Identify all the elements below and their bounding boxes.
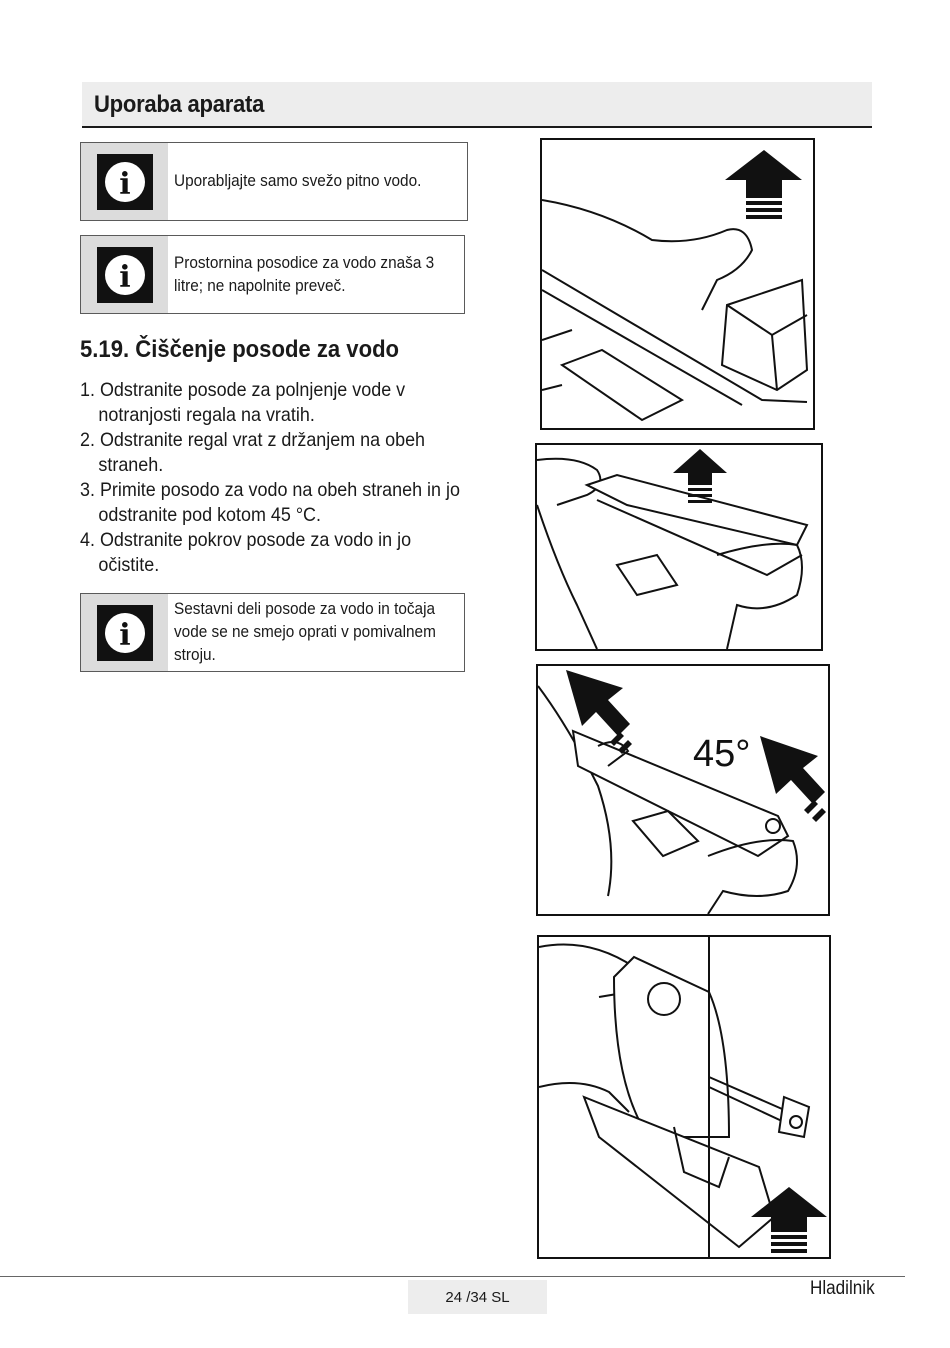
angle-label: 45°: [693, 733, 751, 775]
page-title: Uporaba aparata: [94, 91, 265, 118]
figure-remove-tank-45: [536, 664, 830, 916]
up-arrow-icon: [725, 150, 802, 219]
svg-text:i: i: [118, 259, 131, 295]
header-bar: [82, 82, 872, 128]
info-note-2: [80, 235, 465, 314]
step-item: 2. Odstranite regal vrat z držanjem na obeh straneh.: [80, 429, 426, 476]
info-icon: [97, 605, 153, 661]
step-item: 4. Odstranite pokrov posode za vodo in jo očistite.: [80, 529, 412, 576]
info-note-text: Sestavni deli posode za vodo in točaja vode se ne smejo oprati v pomivalnem stroju.: [174, 600, 436, 664]
section-heading: 5.19. Čiščenje posode za vodo: [80, 336, 400, 363]
footer-label: Hladilnik: [810, 1278, 875, 1299]
steps-list: [80, 378, 466, 578]
step-item: 3. Primite posodo za vodo na obeh straneh in jo odstranite pod kotom 45 °C.: [80, 479, 460, 526]
figure-remove-tank-lid: [537, 935, 831, 1259]
footer-divider: [0, 1276, 905, 1277]
step-item: 1. Odstranite posode za polnjenje vode v notranjosti regala na vratih.: [80, 379, 406, 426]
info-icon: [97, 154, 153, 210]
info-note-text: Prostornina posodice za vodo znaša 3 litre; ne napolnite preveč.: [174, 253, 435, 295]
svg-text:i: i: [118, 166, 131, 202]
figure-remove-container: [540, 138, 815, 430]
figure-remove-door-shelf: [535, 443, 823, 651]
svg-text:i: i: [118, 617, 131, 653]
info-note-3: [80, 593, 465, 672]
page-number: 24 /34 SL: [408, 1280, 547, 1314]
info-icon: [97, 247, 153, 303]
info-note-1: [80, 142, 468, 221]
info-note-text: Uporabljajte samo svežo pitno vodo.: [174, 172, 422, 190]
